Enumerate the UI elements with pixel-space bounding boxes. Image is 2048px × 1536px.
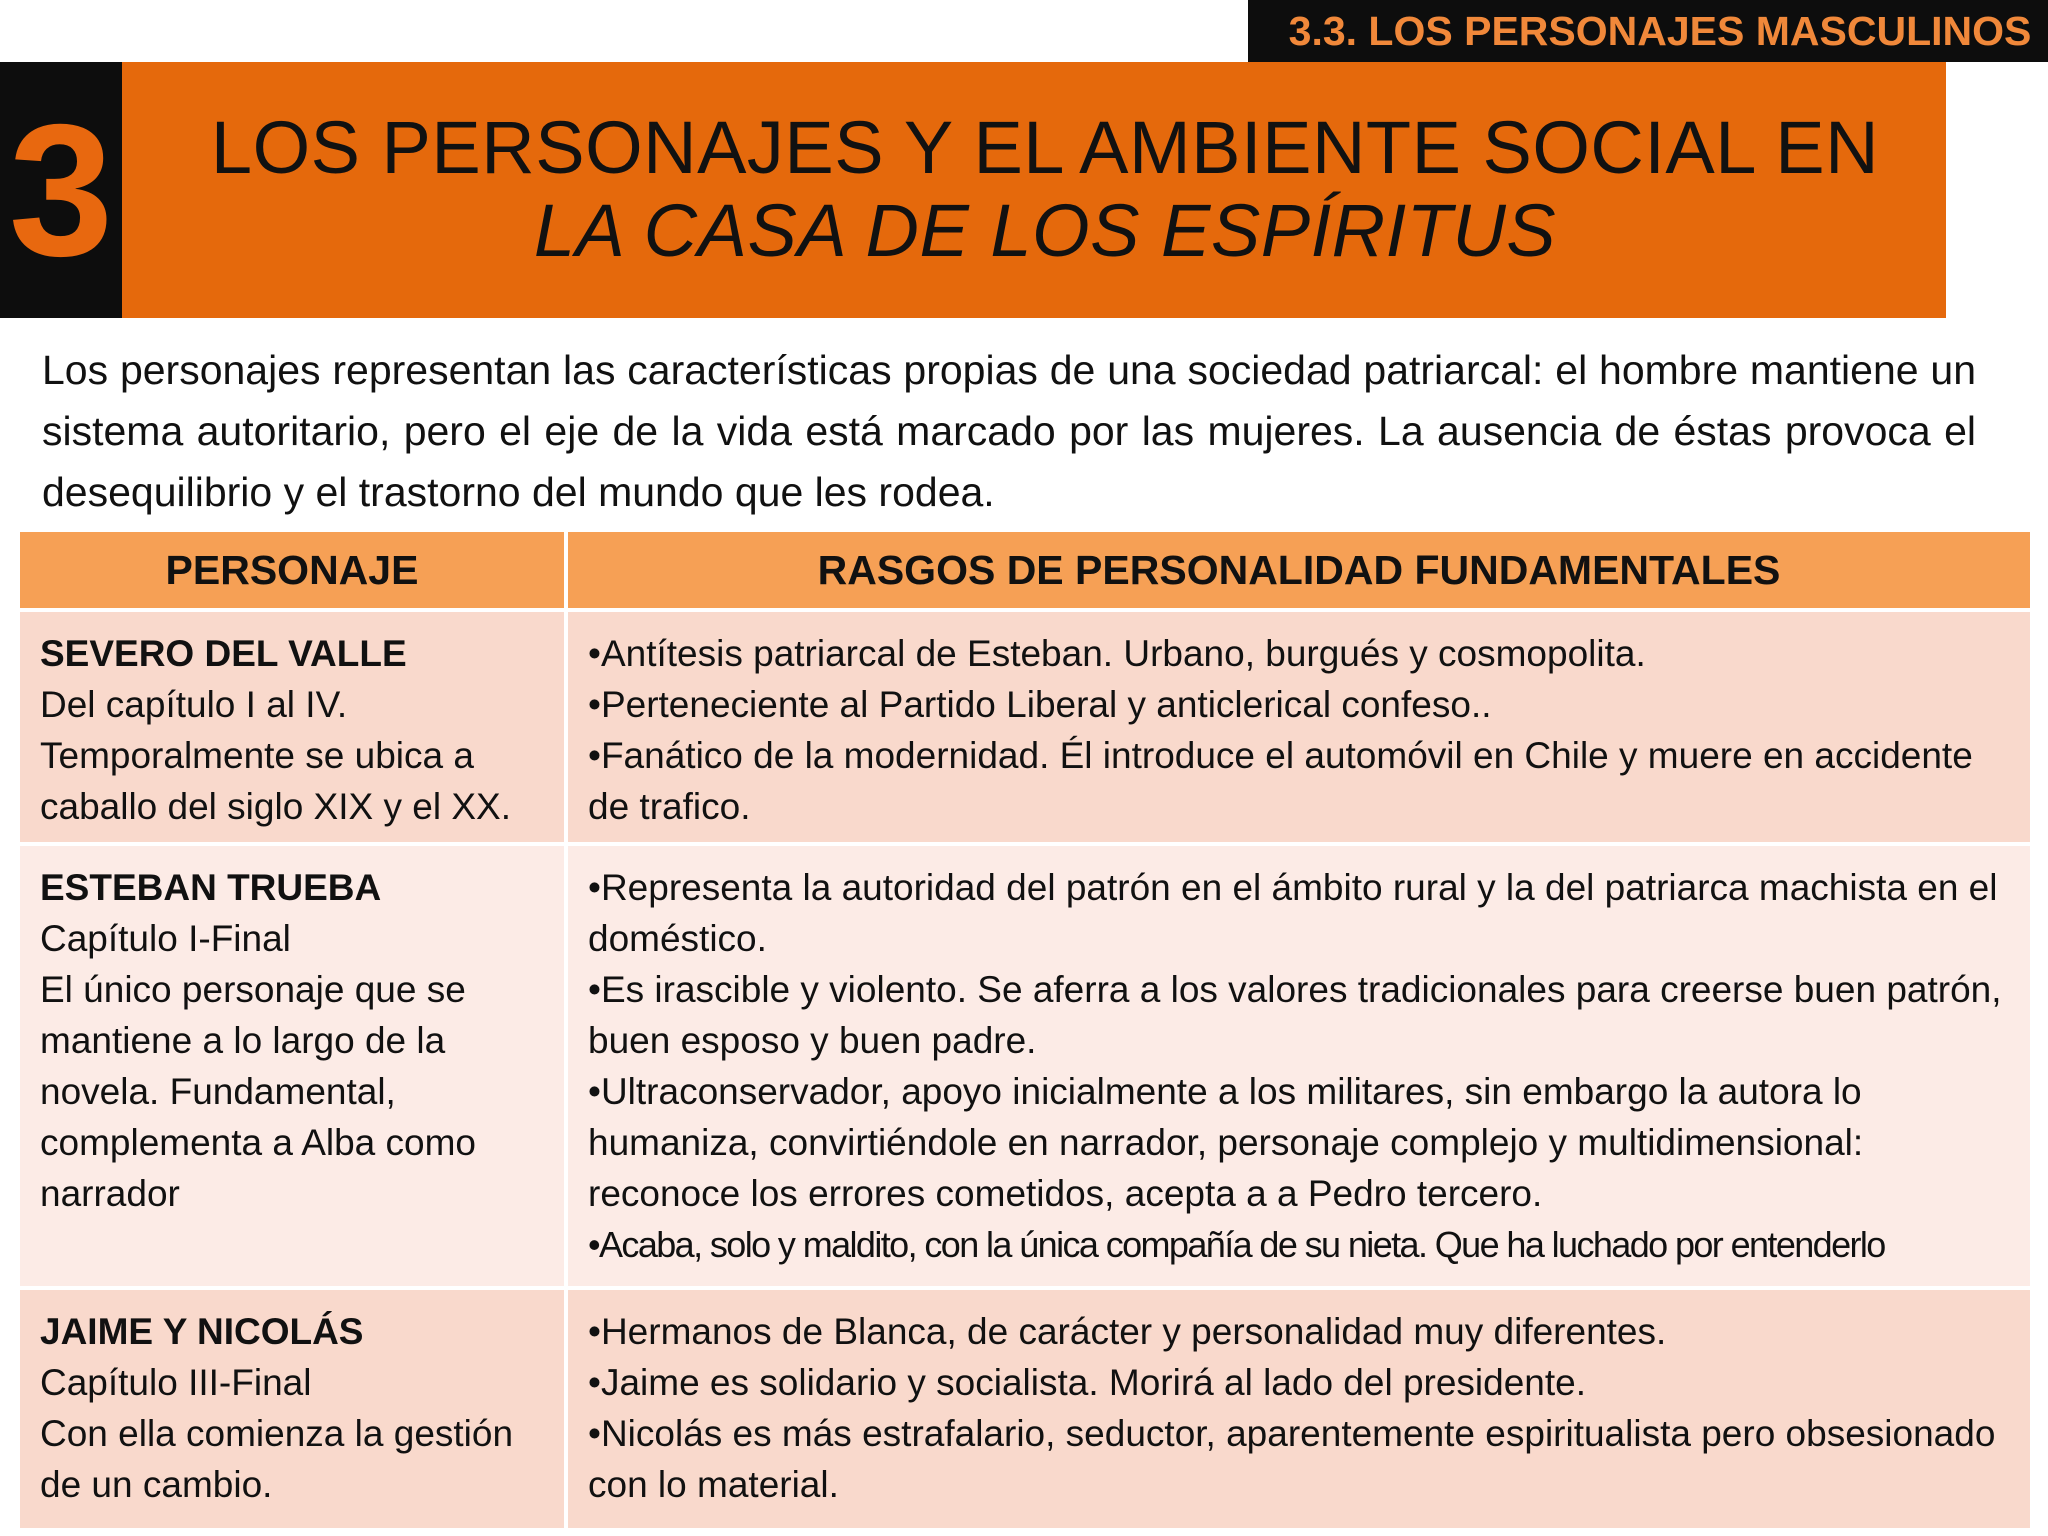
table-row	[18, 610, 2032, 844]
header-personaje: PERSONAJE	[18, 530, 566, 610]
trait-item: •Acaba, solo y maldito, con la única compañía de su nieta. Que ha luchado por entenderlo	[588, 1224, 1885, 1265]
trait-item: •Representa la autoridad del patrón en el ámbito rural y la del patriarca machista en el doméstico.	[588, 867, 1998, 959]
traits-cell	[566, 1288, 2032, 1530]
trait-item: •Hermanos de Blanca, de carácter y personalidad muy diferentes.	[588, 1311, 1667, 1352]
table-row	[18, 1288, 2032, 1530]
character-detail: novela. Fundamental,	[40, 1071, 396, 1112]
character-cell	[18, 844, 566, 1288]
character-detail: El único personaje que se	[40, 969, 466, 1010]
character-chapter: Capítulo III-Final	[40, 1362, 312, 1403]
trait-item: •Fanático de la modernidad. Él introduce el automóvil en Chile y muere en accidente de trafico.	[588, 735, 1973, 827]
trait-item: •Jaime es solidario y socialista. Morirá al lado del presidente.	[588, 1362, 1587, 1403]
character-detail: de un cambio.	[40, 1464, 273, 1505]
character-name: SEVERO DEL VALLE	[40, 633, 407, 674]
character-detail: caballo del siglo XIX y el XX.	[40, 786, 511, 827]
character-detail: Temporalmente se ubica a	[40, 735, 474, 776]
title-banner	[104, 62, 1946, 318]
header-rasgos: RASGOS DE PERSONALIDAD FUNDAMENTALES	[566, 530, 2032, 610]
trait-item: •Es irascible y violento. Se aferra a los valores tradicionales para creerse buen patrón, buen esposo y buen padre.	[588, 969, 2002, 1061]
trait-item: •Perteneciente al Partido Liberal y anticlerical confeso..	[588, 684, 1492, 725]
character-detail: mantiene a lo largo de la	[40, 1020, 446, 1061]
traits-cell	[566, 610, 2032, 844]
character-detail: narrador	[40, 1173, 180, 1214]
trait-item: •Ultraconservador, apoyo inicialmente a los militares, sin embargo la autora lo humaniza, convirtiéndole en narrador, personaje complejo y multidimensional: reconoce los errores cometidos, acepta a a Pedro tercero.	[588, 1071, 1864, 1214]
table-header-row	[18, 530, 2032, 610]
character-cell	[18, 610, 566, 844]
trait-item: •Nicolás es más estrafalario, seductor, aparentemente espiritualista pero obsesionado con lo material.	[588, 1413, 1996, 1505]
traits-cell	[566, 844, 2032, 1288]
character-chapter: Capítulo I-Final	[40, 918, 291, 959]
chapter-number: 3	[0, 62, 122, 318]
trait-item: •Antítesis patriarcal de Esteban. Urbano, burgués y cosmopolita.	[588, 633, 1646, 674]
character-detail: complementa a Alba como	[40, 1122, 477, 1163]
character-detail: Con ella comienza la gestión	[40, 1413, 514, 1454]
characters-table	[16, 528, 2034, 1532]
character-name: ESTEBAN TRUEBA	[40, 867, 382, 908]
section-tag: 3.3. LOS PERSONAJES MASCULINOS	[1248, 0, 2048, 62]
character-name: JAIME Y NICOLÁS	[40, 1311, 364, 1352]
page-title-line-1: LOS PERSONAJES Y EL AMBIENTE SOCIAL EN	[210, 106, 1880, 190]
page-title-line-2: LA CASA DE LOS ESPÍRITUS	[533, 189, 1557, 272]
intro-paragraph: Los personajes representan las características propias de una sociedad patriarcal: el hombre mantiene un sistema autoritario, pero el eje de la vida está marcado por las mujeres. La ausencia de éstas provoca el desequilibrio y el trastorno del mundo que les rodea.	[42, 347, 1976, 515]
table-row	[18, 844, 2032, 1288]
character-cell	[18, 1288, 566, 1530]
character-chapter: Del capítulo I al IV.	[40, 684, 348, 725]
